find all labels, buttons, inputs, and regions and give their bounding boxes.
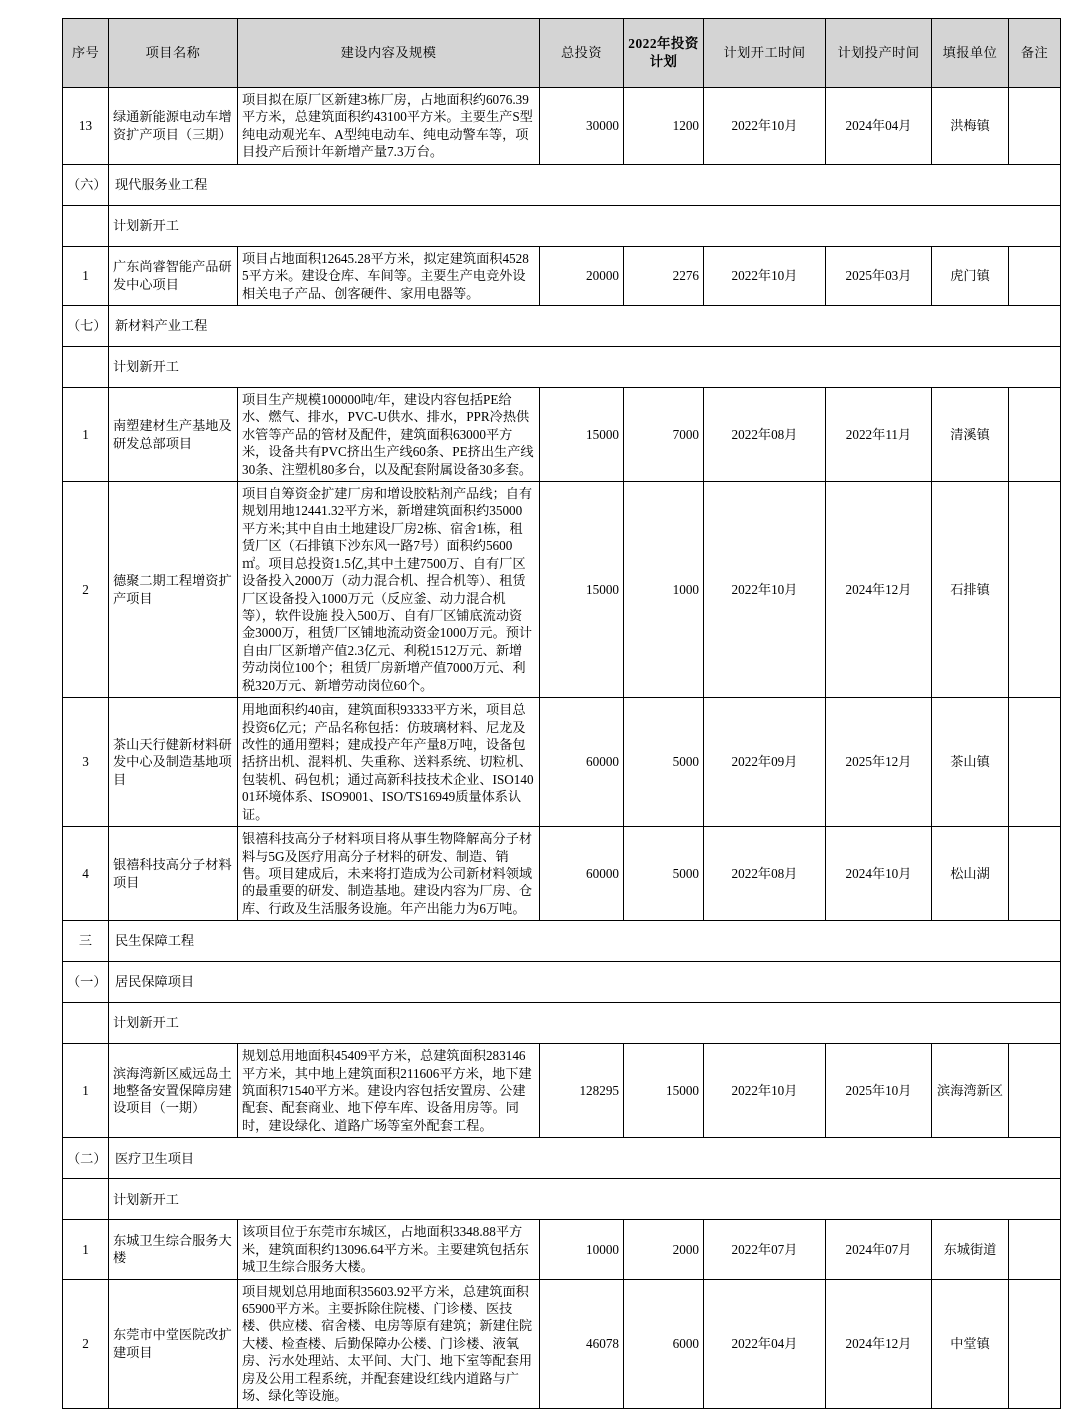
planned-completion-date: 2024年12月 bbox=[826, 482, 932, 698]
section-seq bbox=[63, 205, 109, 246]
section-row bbox=[63, 921, 1061, 962]
investment-plan-2022: 1200 bbox=[624, 88, 704, 165]
total-investment: 10000 bbox=[540, 1220, 624, 1279]
planned-start-date: 2022年10月 bbox=[704, 88, 826, 165]
section-seq bbox=[63, 346, 109, 387]
section-seq bbox=[63, 1179, 109, 1220]
section-label: 计划新开工 bbox=[109, 1179, 1061, 1220]
row-seq: 3 bbox=[63, 698, 109, 827]
planned-start-date: 2022年07月 bbox=[704, 1220, 826, 1279]
column-header-7: 计划投产时间 bbox=[826, 19, 932, 88]
total-investment: 46078 bbox=[540, 1279, 624, 1408]
planned-start-date: 2022年08月 bbox=[704, 827, 826, 921]
row-seq: 1 bbox=[63, 1220, 109, 1279]
investment-plan-2022: 2000 bbox=[624, 1220, 704, 1279]
total-investment: 30000 bbox=[540, 88, 624, 165]
section-label: 民生保障工程 bbox=[109, 921, 1061, 962]
project-content: 项目占地面积12645.28平方米，拟定建筑面积45285平方米。建设仓库、车间等。主要生产电竞外设相关电子产品、创客硬件、家用电器等。 bbox=[238, 246, 540, 305]
section-label: 新材料产业工程 bbox=[109, 305, 1061, 346]
total-investment: 60000 bbox=[540, 827, 624, 921]
reporting-unit: 清溪镇 bbox=[932, 387, 1009, 481]
row-seq: 4 bbox=[63, 827, 109, 921]
column-header-4: 总投资 bbox=[540, 19, 624, 88]
investment-plan-2022: 15000 bbox=[624, 1044, 704, 1138]
reporting-unit: 茶山镇 bbox=[932, 698, 1009, 827]
reporting-unit: 虎门镇 bbox=[932, 246, 1009, 305]
planned-start-date: 2022年10月 bbox=[704, 1044, 826, 1138]
table-row bbox=[63, 246, 1061, 305]
planned-completion-date: 2022年11月 bbox=[826, 387, 932, 481]
table-row bbox=[63, 1220, 1061, 1279]
subsection-row bbox=[63, 346, 1061, 387]
section-label: 居民保障项目 bbox=[109, 962, 1061, 1003]
remark bbox=[1009, 698, 1061, 827]
total-investment: 15000 bbox=[540, 482, 624, 698]
section-label: 医疗卫生项目 bbox=[109, 1138, 1061, 1179]
section-seq: （二） bbox=[63, 1138, 109, 1179]
section-label: 计划新开工 bbox=[109, 205, 1061, 246]
planned-completion-date: 2024年12月 bbox=[826, 1279, 932, 1408]
planned-completion-date: 2025年12月 bbox=[826, 698, 932, 827]
section-seq: 三 bbox=[63, 921, 109, 962]
column-header-8: 填报单位 bbox=[932, 19, 1009, 88]
planned-start-date: 2022年09月 bbox=[704, 698, 826, 827]
column-header-1: 序号 bbox=[63, 19, 109, 88]
column-header-3: 建设内容及规模 bbox=[238, 19, 540, 88]
project-name: 银禧科技高分子材料项目 bbox=[109, 827, 238, 921]
project-content: 项目自筹资金扩建厂房和增设胶粘剂产品线；自有规划用地12441.32平方米，新增建筑面积约35000平方米;其中自由土地建设厂房2栋、宿舍1栋，租赁厂区（石排镇下沙东风一路7号）面积约5600㎡。项目总投资1.5亿,其中土建7500万、自有厂区设备投入2000万（动力混合机、捏合机等）、租赁厂区设备投入1000万元（反应釜、动力混合机等），软件设施 投入500万、自有厂区铺底流动资金3000万，租赁厂区铺地流动资金1000万元。预计自由厂区新增产值2.3亿元、利税1512万元、新增劳动岗位100个；租赁厂房新增产值7000万元、利税320万元、新增劳动岗位60个。 bbox=[238, 482, 540, 698]
column-header-5: 2022年投资计划 bbox=[624, 19, 704, 88]
remark bbox=[1009, 1279, 1061, 1408]
remark bbox=[1009, 827, 1061, 921]
planned-completion-date: 2025年10月 bbox=[826, 1044, 932, 1138]
section-seq bbox=[63, 1003, 109, 1044]
project-content: 用地面积约40亩，建筑面积93333平方米，项目总投资6亿元；产品名称包括：仿玻璃材料、尼龙及改性的通用塑料；建成投产年产量8万吨，设备包括挤出机、混料机、失重称、送料系统、切粒机、包装机、码包机；通过高新科技技术企业、ISO14001环境体系、ISO9001、ISO/TS16949质量体系认证。 bbox=[238, 698, 540, 827]
reporting-unit: 松山湖 bbox=[932, 827, 1009, 921]
column-header-9: 备注 bbox=[1009, 19, 1061, 88]
remark bbox=[1009, 1220, 1061, 1279]
section-row bbox=[63, 1138, 1061, 1179]
table-row bbox=[63, 698, 1061, 827]
table-row bbox=[63, 827, 1061, 921]
row-seq: 1 bbox=[63, 387, 109, 481]
investment-plan-2022: 7000 bbox=[624, 387, 704, 481]
row-seq: 1 bbox=[63, 246, 109, 305]
planned-completion-date: 2025年03月 bbox=[826, 246, 932, 305]
total-investment: 20000 bbox=[540, 246, 624, 305]
total-investment: 128295 bbox=[540, 1044, 624, 1138]
row-seq: 13 bbox=[63, 88, 109, 165]
remark bbox=[1009, 387, 1061, 481]
total-investment: 60000 bbox=[540, 698, 624, 827]
table-body bbox=[63, 88, 1061, 1409]
column-header-2: 项目名称 bbox=[109, 19, 238, 88]
total-investment: 15000 bbox=[540, 387, 624, 481]
section-row bbox=[63, 164, 1061, 205]
investment-plan-2022: 5000 bbox=[624, 698, 704, 827]
investment-plan-2022: 1000 bbox=[624, 482, 704, 698]
planned-completion-date: 2024年07月 bbox=[826, 1220, 932, 1279]
section-seq: （六） bbox=[63, 164, 109, 205]
table-header-row bbox=[63, 19, 1061, 88]
table-header bbox=[63, 19, 1061, 88]
investment-plan-2022: 6000 bbox=[624, 1279, 704, 1408]
project-name: 广东尚睿智能产品研发中心项目 bbox=[109, 246, 238, 305]
planned-start-date: 2022年10月 bbox=[704, 246, 826, 305]
planned-completion-date: 2024年10月 bbox=[826, 827, 932, 921]
project-investment-table bbox=[62, 18, 1061, 1409]
remark bbox=[1009, 88, 1061, 165]
subsection-row bbox=[63, 1179, 1061, 1220]
project-name: 南塑建材生产基地及研发总部项目 bbox=[109, 387, 238, 481]
table-row bbox=[63, 387, 1061, 481]
row-seq: 2 bbox=[63, 1279, 109, 1408]
project-name: 绿通新能源电动车增资扩产项目（三期） bbox=[109, 88, 238, 165]
subsection-row bbox=[63, 205, 1061, 246]
project-content: 项目规划总用地面积35603.92平方米，总建筑面积65900平方米。主要拆除住院楼、门诊楼、医技楼、供应楼、宿舍楼、电房等原有建筑；新建住院大楼、检查楼、后勤保障办公楼、门诊楼、液氧房、污水处理站、太平间、大门、地下室等配套用房及公用工程系统，并配套建设红线内道路与广场、绿化等设施。 bbox=[238, 1279, 540, 1408]
remark bbox=[1009, 482, 1061, 698]
table-row bbox=[63, 1279, 1061, 1408]
table-row bbox=[63, 1044, 1061, 1138]
planned-start-date: 2022年04月 bbox=[704, 1279, 826, 1408]
section-label: 现代服务业工程 bbox=[109, 164, 1061, 205]
section-row bbox=[63, 962, 1061, 1003]
section-label: 计划新开工 bbox=[109, 346, 1061, 387]
planned-start-date: 2022年10月 bbox=[704, 482, 826, 698]
reporting-unit: 洪梅镇 bbox=[932, 88, 1009, 165]
table-row bbox=[63, 88, 1061, 165]
row-seq: 2 bbox=[63, 482, 109, 698]
reporting-unit: 东城街道 bbox=[932, 1220, 1009, 1279]
reporting-unit: 中堂镇 bbox=[932, 1279, 1009, 1408]
column-header-6: 计划开工时间 bbox=[704, 19, 826, 88]
project-name: 滨海湾新区威远岛土地整备安置保障房建设项目（一期） bbox=[109, 1044, 238, 1138]
reporting-unit: 滨海湾新区 bbox=[932, 1044, 1009, 1138]
planned-completion-date: 2024年04月 bbox=[826, 88, 932, 165]
project-content: 该项目位于东莞市东城区，占地面积3348.88平方米，建筑面积约13096.64平方米。主要建筑包括东城卫生综合服务大楼。 bbox=[238, 1220, 540, 1279]
project-content: 项目生产规模100000吨/年，建设内容包括PE给水、燃气、排水，PVC-U供水、排水，PPR冷热供水管等产品的管材及配件，建筑面积63000平方米，设备共有PVC挤出生产线60条、PE挤出生产线30条、注塑机80多台，以及配套附属设备30多套。 bbox=[238, 387, 540, 481]
subsection-row bbox=[63, 1003, 1061, 1044]
section-label: 计划新开工 bbox=[109, 1003, 1061, 1044]
project-name: 东莞市中堂医院改扩建项目 bbox=[109, 1279, 238, 1408]
project-name: 茶山天行健新材料研发中心及制造基地项目 bbox=[109, 698, 238, 827]
reporting-unit: 石排镇 bbox=[932, 482, 1009, 698]
remark bbox=[1009, 1044, 1061, 1138]
project-content: 项目拟在原厂区新建3栋厂房，占地面积约6076.39平方米，总建筑面积约43100平方米。主要生产S型纯电动观光车、A型纯电动车、纯电动警车等，项目投产后预计年新增产量7.3万台。 bbox=[238, 88, 540, 165]
section-seq: （七） bbox=[63, 305, 109, 346]
project-content: 规划总用地面积45409平方米，总建筑面积283146平方米，其中地上建筑面积211606平方米，地下建筑面积71540平方米。建设内容包括安置房、公建配套、配套商业、地下停车库、设备用房等。同时，建设绿化、道路广场等室外配套工程。 bbox=[238, 1044, 540, 1138]
section-seq: （一） bbox=[63, 962, 109, 1003]
investment-plan-2022: 5000 bbox=[624, 827, 704, 921]
project-content: 银禧科技高分子材料项目将从事生物降解高分子材料与5G及医疗用高分子材料的研发、制造、销售。项目建成后，未来将打造成为公司新材料领域的最重要的研发、制造基地。建设内容为厂房、仓库、行政及生活服务设施。年产出能力为6万吨。 bbox=[238, 827, 540, 921]
planned-start-date: 2022年08月 bbox=[704, 387, 826, 481]
investment-plan-2022: 2276 bbox=[624, 246, 704, 305]
project-name: 德聚二期工程增资扩产项目 bbox=[109, 482, 238, 698]
section-row bbox=[63, 305, 1061, 346]
table-row bbox=[63, 482, 1061, 698]
project-name: 东城卫生综合服务大楼 bbox=[109, 1220, 238, 1279]
remark bbox=[1009, 246, 1061, 305]
row-seq: 1 bbox=[63, 1044, 109, 1138]
